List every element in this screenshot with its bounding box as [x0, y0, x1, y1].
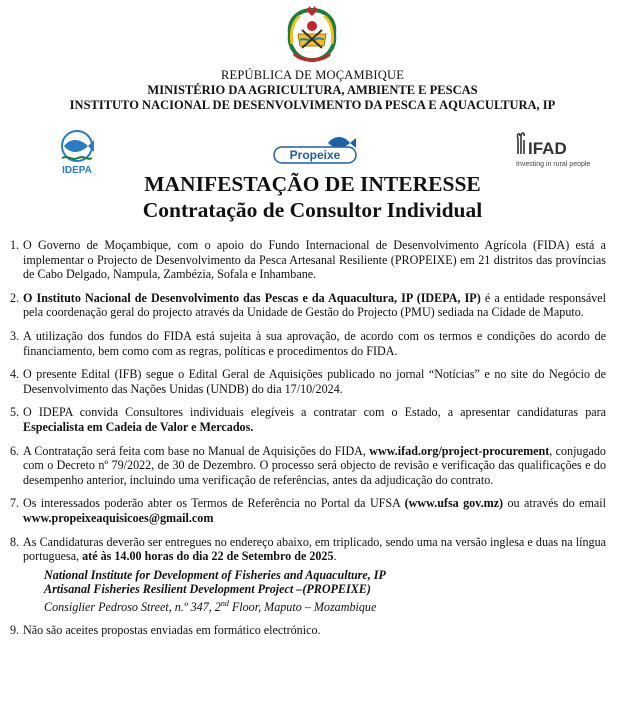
- ufsa-portal-url: (www.ufsa gov.mz): [404, 496, 504, 511]
- item-number: 8.: [10, 534, 20, 549]
- ifad-logo: [512, 128, 598, 170]
- item-text: .: [333, 549, 337, 564]
- list-item: [10, 367, 606, 396]
- item-number: 1.: [10, 238, 20, 252]
- ifad-tagline: Investing in rural people: [516, 161, 591, 168]
- ifad-logo-text: IFAD: [528, 139, 567, 158]
- list-item: [10, 496, 606, 525]
- item-text: Não são aceites propostas enviadas em formático electrónico.: [23, 622, 321, 637]
- list-item: [10, 444, 606, 488]
- item-number: 5.: [10, 405, 20, 420]
- address-line-1: National Institute for Development of Fisheries and Aquaculture, IP: [44, 567, 386, 582]
- item-text: O IDEPA convida Consultores individuais elegíveis a contratar com o Estado, a apresentar candidaturas para: [23, 405, 606, 420]
- delivery-address: [44, 568, 606, 615]
- item-text: O presente Edital (IFB) segue o Edital Geral de Aquisições publicado no jornal “Notícias” e no site do Negócio de Desenvolvimento das Nações Unidas (UNDB) do dia 17/10/2024.: [23, 367, 606, 396]
- list-item: [10, 238, 606, 282]
- item-text: Os interessados poderão abter os Termos de Referência no Portal da UFSA: [23, 496, 405, 511]
- idepa-logo-text: IDEPA: [62, 165, 92, 176]
- coat-of-arms-emblem: [284, 4, 340, 66]
- address-street: Consiglier Pedroso Street, n.º 347, 2: [44, 599, 221, 614]
- header-institute: INSTITUTO NACIONAL DE DESENVOLVIMENTO DA PESCA E AQUACULTURA, IP: [69, 98, 556, 112]
- item-number: 9.: [10, 622, 20, 637]
- list-item: [10, 623, 606, 638]
- address-line-3: [44, 597, 606, 615]
- item-text: é a entidade responsável pela coordenação geral do projecto através da Unidade de Gestão do Projecto (PMU) sediada na Cidade de Maputo.: [23, 290, 606, 320]
- list-item: [10, 405, 606, 434]
- item-text: ou através do email: [503, 496, 606, 511]
- item-text: A Contratação será feita com base no Manual de Aquisições do FIDA,: [23, 443, 370, 458]
- list-item: [10, 535, 606, 564]
- title-sub: Contratação de Consultor Individual: [142, 198, 483, 222]
- list-item: [10, 329, 606, 358]
- item-bold-text: O Instituto Nacional de Desenvolvimento das Pescas e da Aquacultura, IP (IDEPA, IP): [23, 290, 481, 305]
- header-republic: REPÚBLICA DE MOÇAMBIQUE: [220, 68, 405, 82]
- item-number: 6.: [10, 443, 20, 458]
- item-text: , conjugado com o Decreto nº 79/2022, de 30 de Dezembro. O processo será objecto de revisão e verificação das qualificações e do desempenho anterior, incluindo uma verificação de referências, antes da adjudicação do contrato.: [23, 443, 606, 487]
- item-text: O Governo de Moçambique, com o apoio do Fundo Internacional de Desenvolvimento Agrícola (FIDA) está a implementar o Projecto de Desenvolvimento da Pesca Artesanal Resiliente (PROPEIXE) em 21 distritos das províncias de Cabo Delgado, Nampula, Zambézia, Sofala e Inhambane.: [23, 238, 606, 282]
- numbered-list: [10, 238, 606, 646]
- item-text: A utilização dos fundos do FIDA está sujeita à sua aprovação, de acordo com os termos e condições do acordo de financiamento, bem como com as regras, políticas e procedimentos do FIDA.: [23, 328, 606, 358]
- procurement-url: www.ifad.org/project-procurement: [369, 443, 550, 458]
- title-main: MANIFESTAÇÃO DE INTERESSE: [144, 172, 481, 196]
- propeixe-logo: [272, 133, 358, 167]
- item-number: 3.: [10, 328, 20, 343]
- item-text: As Candidaturas deverão ser entregues no endereço abaixo, em triplicado, sendo uma na versão inglesa e duas na língua portuguesa,: [23, 534, 606, 564]
- address-line-2: Artisanal Fisheries Resilient Development Project –(PROPEIXE): [44, 582, 371, 597]
- item-bold-text: Especialista em Cadeia de Valor e Mercados.: [23, 419, 254, 434]
- item-number: 7.: [10, 496, 20, 511]
- idepa-logo: [46, 128, 108, 176]
- header-ministry: MINISTÉRIO DA AGRICULTURA, AMBIENTE E PESCAS: [147, 83, 478, 97]
- address-sup: nd: [220, 598, 229, 608]
- item-number: 4.: [10, 367, 20, 382]
- item-number: 2.: [10, 290, 20, 305]
- list-item: [10, 291, 606, 320]
- deadline-text: até às 14.00 horas do dia 22 de Setembro de 2025: [82, 549, 334, 564]
- propeixe-logo-text: Propeixe: [289, 148, 341, 162]
- contact-email: www.propeixeaquisicoes@gmail.com: [23, 510, 214, 525]
- address-city: Floor, Maputo – Mozambique: [228, 599, 377, 614]
